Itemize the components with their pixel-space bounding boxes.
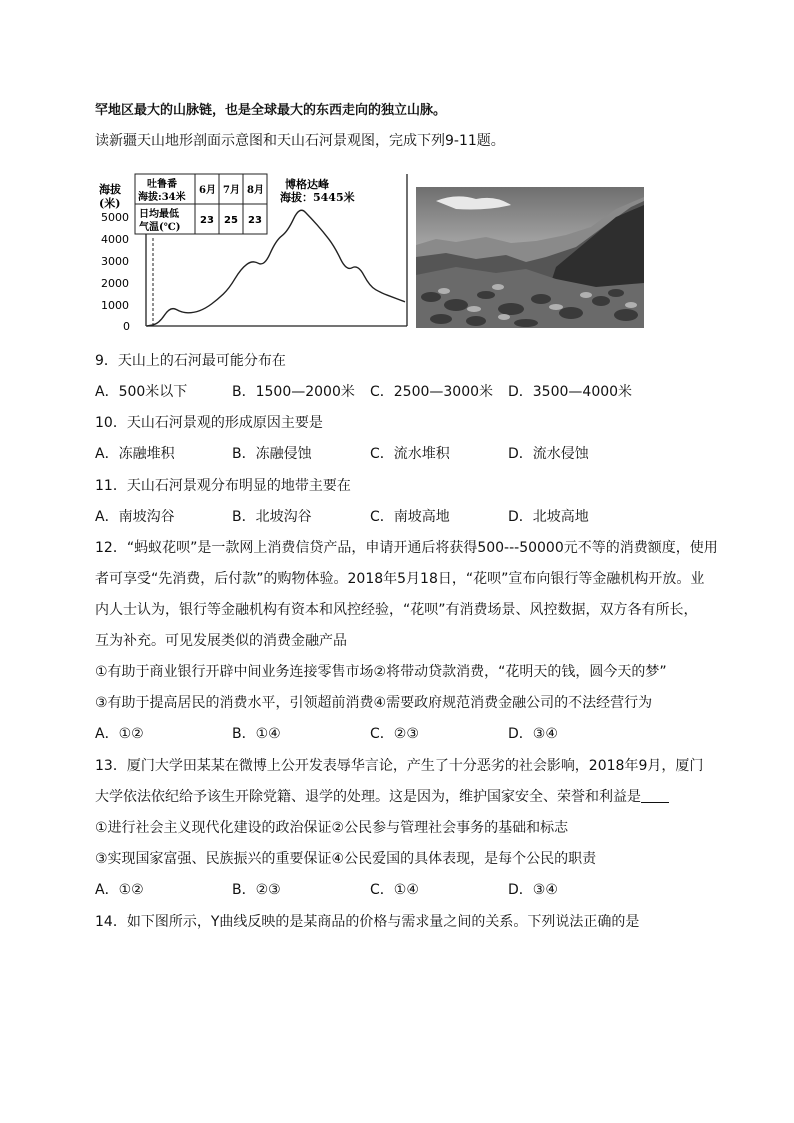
option: D．流水侵蚀 [508,446,589,462]
option: D．3500—4000米 [508,384,633,400]
y-tick: 4000 [101,233,129,246]
q13-line-text: 大学依法依纪给予该生开除党籍、退学的处理。这是因为，维护国家安全、荣誉和利益是 [95,789,641,805]
q12-line: ①有助于商业银行开辟中间业务连接零售市场②将带动贷款消费，“花明天的钱，圆今天的梦” [95,664,667,680]
y-tick: 1000 [101,299,129,312]
table-temp: 23 [248,215,262,226]
y-tick: 2000 [101,277,129,290]
option: A．①② [95,726,144,742]
q12-line: 互为补充。可见发展类似的消费金融产品 [95,633,347,649]
option: D．北坡高地 [508,509,589,525]
turpan-table [135,174,267,234]
table-month: 8月 [247,185,264,196]
q12-line: 内人士认为，银行等金融机构有资本和风控经验，“花呗”有消费场景、风控数据，双方各有所长， [95,602,698,618]
option: B．北坡沟谷 [232,509,312,525]
table-temp: 25 [224,215,238,226]
option: A．南坡沟谷 [95,509,175,525]
stone-river-photo [416,187,644,328]
table-month: 6月 [199,185,216,196]
option: C．2500—3000米 [370,384,494,400]
option: A．冻融堆积 [95,446,175,462]
option: D．③④ [508,882,558,898]
table-place-elevation: 海拔:34米 [138,192,186,203]
q13-line: ①进行社会主义现代化建设的政治保证②公民参与管理社会事务的基础和标志 [95,820,569,836]
option: B．①④ [232,726,281,742]
y-axis-title-1: 海拔 [99,183,121,196]
table-row-label: 气温(℃) [139,222,181,233]
instruction: 读新疆天山地形剖面示意图和天山石河景观图，完成下列9-11题。 [95,133,505,149]
table-place: 吐鲁番 [147,179,177,190]
option: C．流水堆积 [370,446,450,462]
question-stem: 10．天山石河景观的形成原因主要是 [95,415,323,431]
intro-line: 罕地区最大的山脉链，也是全球最大的东西走向的独立山脉。 [95,103,447,118]
option: C．①④ [370,882,419,898]
peak-name: 博格达峰 [285,178,329,191]
option: B．冻融侵蚀 [232,446,312,462]
q12-line: ③有助于提高居民的消费水平，引领超前消费④需要政府规范消费金融公司的不法经营行为 [95,695,653,711]
option: D．③④ [508,726,558,742]
y-tick: 5000 [101,211,129,224]
q12-line: 12．“蚂蚁花呗”是一款网上消费信贷产品，申请开通后将获得500---50000元不等的消费额度，使用 [95,540,718,556]
q13-line: 13．厦门大学田某某在微博上公开发表辱华言论，产生了十分恶劣的社会影响，2018年9月，厦门 [95,758,704,774]
option: C．南坡高地 [370,509,450,525]
q13-line: ③实现国家富强、民族振兴的重要保证④公民爱国的具体表现，是每个公民的职责 [95,851,597,867]
option: A．500米以下 [95,384,188,400]
q12-line: 者可享受“先消费，后付款”的购物体验。2018年5月18日，“花呗”宣布向银行等金融机构开放。业 [95,571,705,587]
q14-stem: 14．如下图所示，Y曲线反映的是某商品的价格与需求量之间的关系。下列说法正确的是 [95,914,640,930]
question-stem: 9．天山上的石河最可能分布在 [95,353,286,369]
y-tick: 3000 [101,255,129,268]
option: A．①② [95,882,144,898]
y-tick: 0 [123,320,130,332]
y-axis-title-2: (米) [99,197,121,210]
answer-blank [641,788,669,803]
option: B．1500—2000米 [232,384,355,400]
table-temp: 23 [200,215,214,226]
q13-line [95,787,669,807]
peak-elevation: 海拔：5445米 [280,191,355,204]
table-month: 7月 [223,185,240,196]
option: B．②③ [232,882,281,898]
table-row-label: 日均最低 [139,209,179,220]
option: C．②③ [370,726,419,742]
question-stem: 11．天山石河景观分布明显的地带主要在 [95,478,351,494]
